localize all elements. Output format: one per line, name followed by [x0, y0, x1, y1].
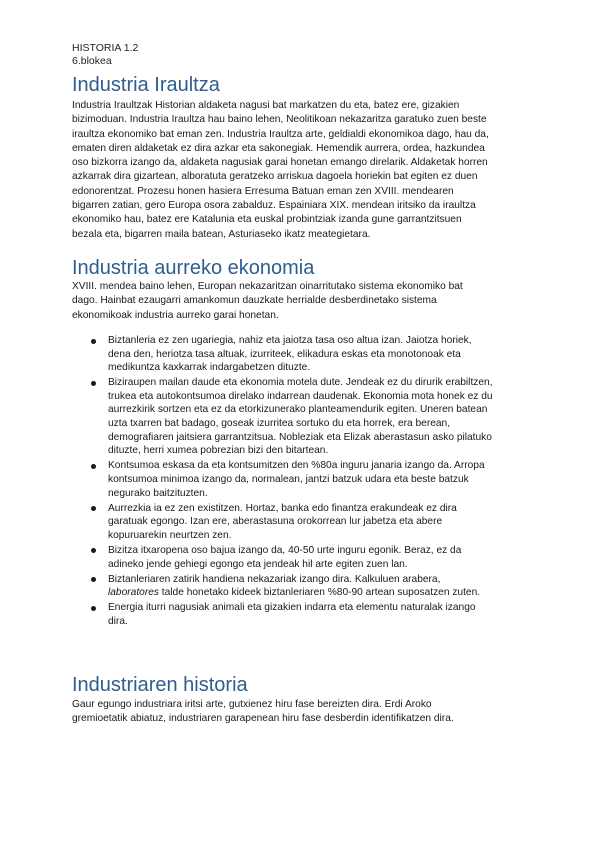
- paragraph-line: ekonomiko hau, batez ere Katalunia eta euskal probintziak izanda gune garrantzitsuen: [72, 214, 462, 226]
- section2-paragraph: [72, 280, 502, 323]
- list-item: Aurrezkia ia ez zen existitzen. Hortaz, banka edo finantza erakundeak ez dira garatuak egongo. Izan ere, aberastasuna orokorrean lur jabetza eta abere kopuruarekin neurtzen zen.: [72, 502, 532, 543]
- paragraph-line: ekonomikoak industria aurreko garai honetan.: [72, 309, 279, 321]
- list-item: Biziraupen mailan daude eta ekonomia motela dute. Jendeak ez du dirurik erabiltzen, trukea eta autokontsumoa direlako indarrean daudenak. Ekonomia mota honek ez du aurrezkirik sortzen eta ez da etorkizunerako planteamendurik egiten. Uneren batean uzta txarren bat badago, goseak izurritea sortuko du eta horrek, era berean, demografiaren jaitsiera garrantzitsua. Nobleziak eta Elizak aberastasun asko pilatuko dituzte, herri xumea pobrezian bizi den bitartean.: [72, 376, 532, 458]
- paragraph-line: oso bizkorra izango da, aldaketa nagusiak garai honetan emango direlarik. Aldaketak horren: [72, 157, 488, 169]
- paragraph-line: bigarren zatian, gero Europa osora zabalduz. Espainiara XIX. mendean iritsiko da iraultza: [72, 200, 476, 212]
- paragraph-line: Gaur egungo industriara iritsi arte, gutxienez hiru fase bereizten dira. Erdi Aroko: [72, 699, 432, 710]
- paragraph-line: azkarrak dira gizartean, alboratuta geratzeko arriskua dagoela horiekin bat egiten ez duen: [72, 171, 478, 183]
- section3-paragraph: [72, 698, 502, 727]
- section-title-industriaren-historia: Industriaren historia: [72, 674, 248, 696]
- list-item: Biztanleria ez zen ugariegia, nahiz eta jaiotza tasa oso altua izan. Jaiotza horiek, dena den, heriotza tasa altuak, izurriteek, elikadura eskas eta monotonoak eta medikuntza kaxkarrak indargabetzen dituzte.: [72, 334, 532, 375]
- paragraph-line: dago. Hainbat ezaugarri amankomun dauzkate herrialde desberdinetako sistema: [72, 295, 437, 307]
- list-item: Biztanleriaren zatirik handiena nekazariak izango dira. Kalkuluen arabera, laboratores talde honetako kideek biztanleriaren %80-90 artean suposatzen zuten.: [72, 573, 532, 600]
- section-title-industria-aurreko-ekonomia: Industria aurreko ekonomia: [72, 257, 315, 279]
- list-item: Energia iturri nagusiak animali eta gizakien indarra eta elementu naturalak izango dira.: [72, 601, 532, 628]
- section1-paragraph: [72, 99, 502, 242]
- header-block: 6.blokea: [72, 55, 112, 67]
- paragraph-line: gremioetatik abiatuz, industriaren garapenean hiru fase desberdin identifikatzen dira.: [72, 713, 454, 725]
- section-title-industria-iraultza: Industria Iraultza: [72, 74, 220, 96]
- document-header: [72, 42, 138, 68]
- list-item: Kontsumoa eskasa da eta kontsumitzen den %80a inguru janaria izango da. Arropa kontsumoa minimoa izango da, normalean, jantzi batzuk udara eta beste batzuk negurako baitzituzten.: [72, 459, 532, 500]
- list-item: Bizitza itxaropena oso bajua izango da, 40-50 urte inguru egonik. Beraz, ez da adineko jende gehiegi egongo eta jendeak hil arte egiten zuen lan.: [72, 544, 532, 571]
- paragraph-line: bezala eta, bigarren maila batean, Asturiaseko ikatz meategietara.: [72, 228, 371, 240]
- paragraph-line: iraultza ekonomiko bat eman zen. Industria Iraultza arte, geldialdi ekonomikoa dago, hau da,: [72, 128, 489, 140]
- header-subject: HISTORIA 1.2: [72, 42, 139, 54]
- paragraph-line: ematen diren aldaketak ez dira azkar eta sakonegiak. Hemendik aurrera, ordea, hazkundea: [72, 142, 485, 154]
- paragraph-line: bizimoduan. Industria Iraultza hau baino lehen, Neolitikoan nekazaritza garatuko zuen beste: [72, 114, 487, 126]
- paragraph-line: XVIII. mendea baino lehen, Europan nekazaritzan oinarritutako sistema ekonomiko bat: [72, 281, 463, 292]
- paragraph-line: edonorentzat. Prozesu honen hasiera Erresuma Batuan eman zen XVIII. mendearen: [72, 185, 454, 197]
- paragraph-line: Industria Iraultzak Historian aldaketa nagusi bat markatzen du eta, batez ere, gizakien: [72, 100, 460, 111]
- bullet-list: [72, 334, 532, 630]
- italic-term: laboratores: [108, 587, 159, 599]
